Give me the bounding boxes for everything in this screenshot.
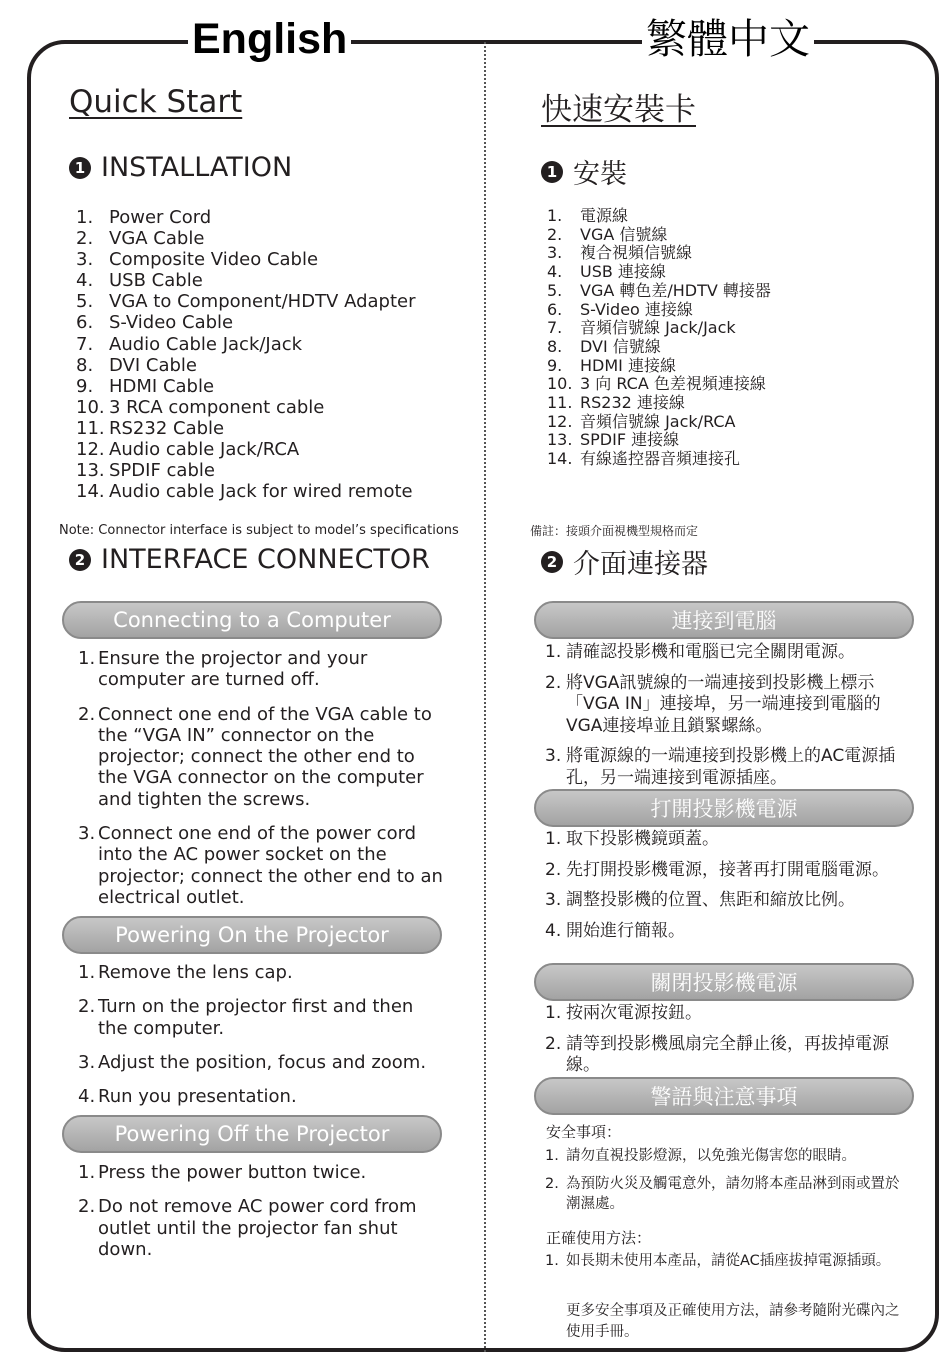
step-number: 1. bbox=[545, 1253, 559, 1269]
zh-powering-on-steps bbox=[545, 829, 900, 942]
item-text: 音頻信號線 Jack/Jack bbox=[580, 318, 736, 338]
item-number: 8. bbox=[547, 336, 563, 356]
list-item bbox=[76, 249, 416, 270]
step-number: 2. bbox=[545, 859, 562, 880]
item-text: Composite Video Cable bbox=[109, 249, 319, 271]
step-item bbox=[78, 823, 443, 908]
item-text: RS232 連接線 bbox=[580, 393, 685, 413]
item-text: SPDIF cable bbox=[109, 460, 215, 482]
zh-usage-heading: 正確使用方法： bbox=[546, 1229, 652, 1247]
item-text: Audio cable Jack for wired remote bbox=[109, 481, 413, 503]
step-text: 先打開投影機電源，接著再打開電腦電源。 bbox=[566, 859, 889, 880]
item-number: 1. bbox=[76, 207, 94, 228]
step-item bbox=[545, 890, 900, 912]
step-number: 1. bbox=[545, 642, 562, 662]
step-text: Adjust the position, focus and zoom. bbox=[98, 1051, 427, 1073]
list-item bbox=[76, 334, 416, 355]
list-item bbox=[76, 207, 416, 228]
item-number: 12. bbox=[76, 439, 105, 461]
item-number: 13. bbox=[547, 430, 573, 450]
step-number: 1. bbox=[545, 1003, 562, 1023]
step-number: 1. bbox=[545, 829, 562, 849]
step-number: 2. bbox=[78, 703, 96, 725]
chinese-header: 繁體中文 bbox=[642, 12, 814, 66]
item-number: 6. bbox=[547, 299, 563, 319]
step-item bbox=[545, 1251, 900, 1271]
list-item bbox=[76, 376, 416, 397]
step-item bbox=[78, 1086, 443, 1107]
item-number: 10. bbox=[547, 374, 573, 394]
item-text: 複合視頻信號線 bbox=[580, 243, 693, 263]
quick-install-card-title: 快速安裝卡 bbox=[541, 92, 696, 128]
zh-installation-heading bbox=[541, 152, 627, 191]
step-item bbox=[78, 1196, 443, 1260]
step-item bbox=[545, 1146, 900, 1166]
list-item bbox=[547, 394, 771, 413]
list-item bbox=[76, 397, 416, 418]
list-item bbox=[547, 431, 771, 450]
connector-note: Note: Connector interface is subject to model’s specifications bbox=[59, 523, 459, 538]
zh-number-two-badge: 2 bbox=[541, 551, 563, 573]
step-item bbox=[78, 648, 443, 691]
item-text: RS232 Cable bbox=[109, 417, 225, 439]
item-text: S-Video Cable bbox=[109, 312, 234, 334]
item-number: 4. bbox=[547, 262, 563, 282]
step-text: 請等到投影機風扇完全靜止後，再拔掉電源線。 bbox=[566, 1033, 889, 1075]
list-item bbox=[547, 301, 771, 320]
item-text: Audio cable Jack/RCA bbox=[109, 439, 300, 461]
step-text: 按兩次電源按鈕。 bbox=[566, 1003, 702, 1023]
step-text: Connect one end of the power cord into the AC power socket on the projector; connect the other end to an electrical outlet. bbox=[98, 823, 443, 908]
step-number: 2. bbox=[545, 1033, 562, 1054]
item-number: 1. bbox=[547, 206, 563, 225]
item-number: 11. bbox=[547, 393, 573, 413]
step-number: 1. bbox=[78, 1162, 96, 1183]
item-number: 3. bbox=[76, 249, 94, 271]
step-item bbox=[545, 673, 900, 738]
list-item bbox=[76, 439, 416, 460]
item-text: VGA 轉色差/HDTV 轉接器 bbox=[580, 280, 771, 300]
list-item bbox=[76, 355, 416, 376]
item-number: 2. bbox=[76, 228, 94, 250]
zh-safety-list bbox=[545, 1146, 900, 1214]
step-text: 如長期未使用本產品，請從AC插座拔掉電源插頭。 bbox=[566, 1253, 891, 1269]
step-item bbox=[545, 1174, 900, 1214]
step-text: 將VGA訊號線的一端連接到投影機上標示「VGA IN」連接埠，另一端連接到電腦的VGA連接埠並且鎖緊螺絲。 bbox=[566, 672, 881, 736]
step-item bbox=[78, 704, 443, 810]
item-number: 11. bbox=[76, 417, 105, 439]
list-item bbox=[547, 450, 771, 469]
connecting-computer-bar: Connecting to a Computer bbox=[62, 601, 442, 639]
item-text: VGA Cable bbox=[109, 228, 205, 250]
step-item bbox=[78, 1162, 443, 1183]
list-item bbox=[547, 338, 771, 357]
item-number: 3. bbox=[547, 243, 563, 263]
list-item bbox=[547, 319, 771, 338]
item-number: 9. bbox=[547, 355, 563, 375]
step-text: 調整投影機的位置、焦距和縮放比例。 bbox=[566, 890, 855, 910]
zh-connector-note: 備註：接頭介面視機型規格而定 bbox=[530, 524, 699, 538]
item-text: VGA to Component/HDTV Adapter bbox=[109, 291, 416, 313]
item-text: 3 向 RCA 色差視頻連接線 bbox=[580, 374, 766, 394]
list-item bbox=[547, 244, 771, 263]
list-item bbox=[76, 228, 416, 249]
step-text: 請勿直視投影燈源，以免強光傷害您的眼睛。 bbox=[566, 1148, 856, 1164]
item-text: USB Cable bbox=[109, 270, 203, 292]
item-number: 7. bbox=[547, 318, 563, 338]
step-number: 3. bbox=[78, 1051, 96, 1073]
connecting-computer-steps bbox=[78, 648, 443, 908]
item-number: 5. bbox=[76, 291, 94, 313]
item-text: 音頻信號線 Jack/RCA bbox=[580, 411, 736, 431]
item-text: HDMI Cable bbox=[109, 375, 215, 397]
list-item bbox=[76, 270, 416, 291]
step-item bbox=[545, 746, 900, 789]
step-text: Ensure the projector and your computer are turned off. bbox=[98, 648, 368, 691]
item-text: SPDIF 連接線 bbox=[580, 430, 680, 450]
step-item bbox=[545, 642, 900, 664]
step-text: Turn on the projector first and then the computer. bbox=[98, 996, 414, 1039]
number-two-badge: 2 bbox=[69, 549, 91, 571]
item-text: 有線遙控器音頻連接孔 bbox=[580, 449, 741, 469]
step-text: Connect one end of the VGA cable to the “VGA IN” connector on the projector; connect the other end to the VGA connector on the computer and tighten the screws. bbox=[98, 703, 432, 810]
zh-warnings-bar: 警語與注意事項 bbox=[534, 1077, 914, 1115]
item-number: 4. bbox=[76, 270, 94, 292]
list-item bbox=[547, 226, 771, 245]
step-number: 2. bbox=[78, 1196, 96, 1218]
item-number: 10. bbox=[76, 396, 105, 418]
zh-number-one-badge: 1 bbox=[541, 161, 563, 183]
list-item bbox=[547, 282, 771, 301]
installation-list bbox=[76, 207, 416, 502]
zh-interface-connector-heading bbox=[541, 542, 708, 581]
step-text: 開始進行簡報。 bbox=[566, 920, 685, 941]
zh-interface-connector-heading-text: 介面連接器 bbox=[573, 549, 708, 580]
installation-heading bbox=[69, 152, 292, 183]
step-text: Remove the lens cap. bbox=[98, 962, 293, 983]
zh-powering-on-bar: 打開投影機電源 bbox=[534, 789, 914, 827]
item-number: 2. bbox=[547, 224, 563, 244]
item-number: 14. bbox=[76, 481, 105, 503]
zh-usage-list bbox=[545, 1251, 900, 1271]
step-number: 2. bbox=[545, 672, 562, 693]
interface-connector-heading-text: INTERFACE CONNECTOR bbox=[101, 544, 430, 575]
item-number: 14. bbox=[547, 449, 573, 469]
item-text: HDMI 連接線 bbox=[580, 355, 676, 375]
powering-off-bar: Powering Off the Projector bbox=[62, 1115, 442, 1153]
item-text: DVI Cable bbox=[109, 354, 197, 376]
step-item bbox=[545, 860, 900, 882]
number-one-badge: 1 bbox=[69, 157, 91, 179]
zh-installation-list bbox=[547, 207, 771, 469]
list-item bbox=[547, 263, 771, 282]
step-item bbox=[545, 829, 900, 851]
item-number: 12. bbox=[547, 411, 573, 431]
step-number: 2. bbox=[545, 1176, 559, 1192]
item-text: DVI 信號線 bbox=[580, 336, 661, 356]
step-number: 3. bbox=[78, 823, 96, 845]
powering-on-steps bbox=[78, 962, 443, 1107]
zh-powering-off-bar: 關閉投影機電源 bbox=[534, 963, 914, 1001]
interface-connector-heading bbox=[69, 544, 430, 575]
step-number: 4. bbox=[545, 920, 562, 941]
column-divider bbox=[484, 42, 486, 1352]
item-number: 6. bbox=[76, 312, 94, 334]
step-text: Run you presentation. bbox=[98, 1086, 297, 1108]
item-number: 8. bbox=[76, 354, 94, 376]
english-header: English bbox=[188, 12, 351, 66]
step-number: 1. bbox=[78, 962, 96, 983]
step-number: 1. bbox=[78, 648, 96, 669]
step-item bbox=[78, 996, 443, 1039]
powering-on-bar: Powering On the Projector bbox=[62, 916, 442, 954]
step-number: 4. bbox=[78, 1086, 96, 1108]
list-item bbox=[547, 207, 771, 226]
step-text: 將電源線的一端連接到投影機上的AC電源插孔，另一端連接到電源插座。 bbox=[566, 746, 896, 788]
step-number: 1. bbox=[545, 1148, 559, 1164]
item-number: 9. bbox=[76, 375, 94, 397]
installation-heading-text: INSTALLATION bbox=[101, 152, 293, 183]
item-number: 13. bbox=[76, 460, 105, 482]
item-text: S-Video 連接線 bbox=[580, 299, 693, 319]
zh-more-info: 更多安全事項及正確使用方法，請參考隨附光碟內之使用手冊。 bbox=[566, 1303, 900, 1340]
step-text: 請確認投影機和電腦已完全關閉電源。 bbox=[566, 642, 855, 662]
step-text: Do not remove AC power cord from outlet until the projector fan shut down. bbox=[98, 1196, 417, 1260]
step-item bbox=[545, 1034, 900, 1077]
step-item bbox=[545, 921, 900, 943]
list-item bbox=[76, 460, 416, 481]
step-text: Press the power button twice. bbox=[98, 1162, 367, 1183]
zh-safety-heading: 安全事項： bbox=[546, 1123, 622, 1141]
list-item bbox=[76, 312, 416, 333]
zh-installation-heading-text: 安裝 bbox=[573, 159, 627, 190]
item-text: USB 連接線 bbox=[580, 262, 666, 282]
step-number: 2. bbox=[78, 996, 96, 1018]
zh-powering-off-steps bbox=[545, 1003, 900, 1077]
item-text: Audio Cable Jack/Jack bbox=[109, 333, 303, 355]
item-text: Power Cord bbox=[109, 207, 212, 228]
item-number: 5. bbox=[547, 280, 563, 300]
list-item bbox=[76, 418, 416, 439]
item-number: 7. bbox=[76, 333, 94, 355]
item-text: VGA 信號線 bbox=[580, 224, 668, 244]
quick-start-title: Quick Start bbox=[69, 84, 243, 120]
list-item bbox=[76, 481, 416, 502]
list-item bbox=[547, 413, 771, 432]
step-item bbox=[78, 962, 443, 983]
item-text: 電源線 bbox=[580, 206, 629, 225]
zh-connecting-computer-bar: 連接到電腦 bbox=[534, 601, 914, 639]
item-text: 3 RCA component cable bbox=[109, 396, 325, 418]
powering-off-steps bbox=[78, 1162, 443, 1260]
zh-connecting-computer-steps bbox=[545, 642, 900, 789]
step-text: 取下投影機鏡頭蓋。 bbox=[566, 829, 719, 849]
list-item bbox=[76, 291, 416, 312]
step-text: 為預防火災及觸電意外，請勿將本產品淋到雨或置於潮濕處。 bbox=[566, 1176, 900, 1212]
step-item bbox=[545, 1003, 900, 1025]
step-item bbox=[78, 1052, 443, 1073]
step-number: 3. bbox=[545, 746, 562, 766]
step-number: 3. bbox=[545, 890, 562, 910]
list-item bbox=[547, 357, 771, 376]
list-item bbox=[547, 375, 771, 394]
